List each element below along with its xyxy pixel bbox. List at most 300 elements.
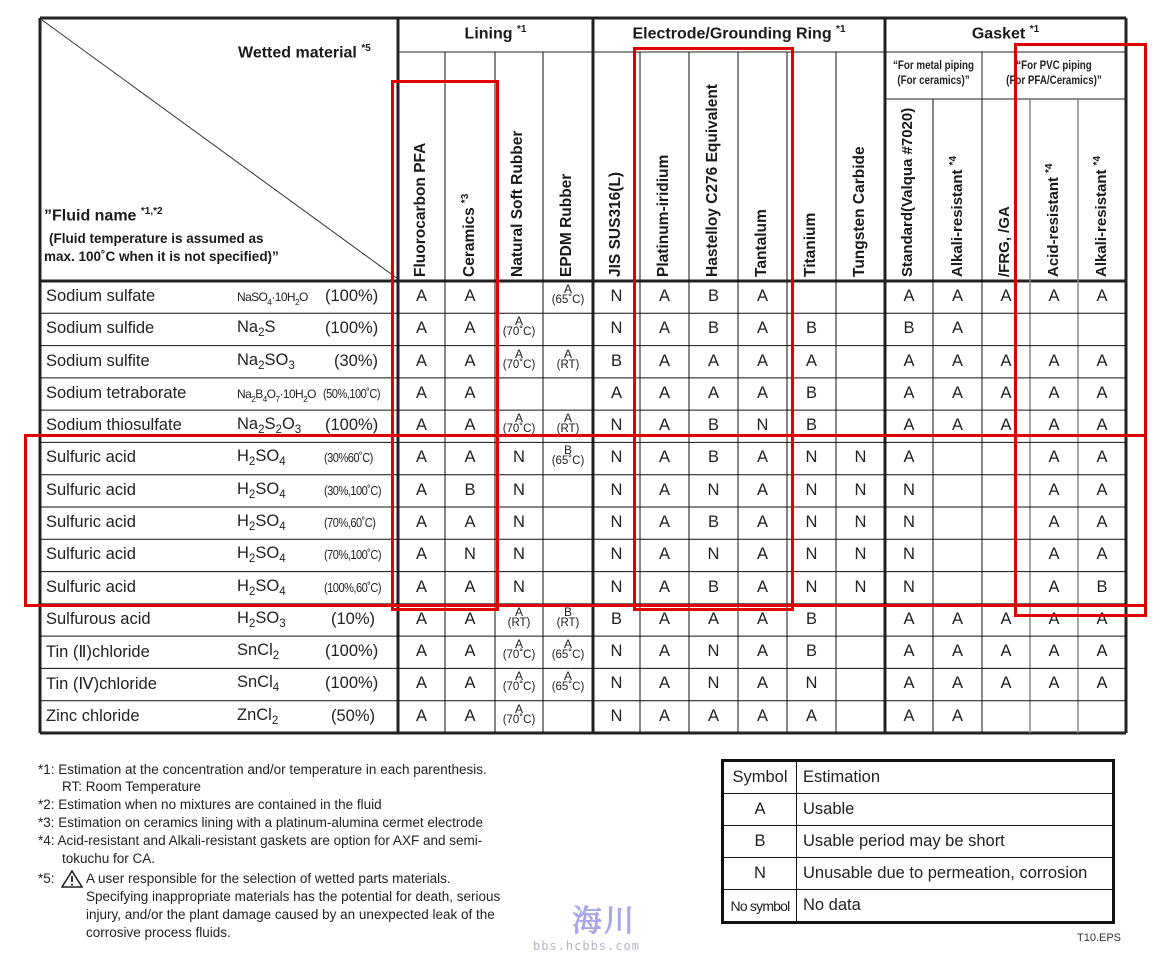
rating-value: A	[514, 314, 523, 329]
rating-cell: A	[1096, 609, 1108, 628]
fluid-formula: $NaSO_4\cdot 10H_2O$	[237, 290, 308, 307]
legend-row	[723, 826, 1114, 858]
rating-cell: N	[805, 448, 818, 467]
fluid-name: Sulfuric acid	[46, 448, 136, 467]
legend-row	[723, 794, 1114, 826]
rating-cell: A	[756, 577, 768, 596]
fluid-name: Sulfuric acid	[46, 545, 136, 564]
rating-cell: B	[707, 416, 719, 435]
rating-cell: A	[658, 448, 670, 467]
rating-cell: N	[854, 577, 867, 596]
rating-cell: N	[903, 545, 915, 564]
rating-cell: A	[756, 480, 768, 499]
rating-cell: A	[1096, 351, 1108, 370]
fluid-concentration: (100%,60˚C)	[324, 579, 382, 595]
legend-symbol: N	[723, 858, 797, 890]
rating-condition: (RT)	[556, 423, 580, 436]
rating-cell: A	[658, 319, 670, 338]
figure-id: T10.EPS	[1077, 932, 1122, 944]
rating-cell: A	[1096, 416, 1108, 435]
rating-cell: A	[658, 706, 670, 725]
rating-cell: A	[1000, 609, 1012, 628]
rating-cell: N	[854, 448, 867, 467]
fluid-formula: $Na_2S$	[237, 318, 276, 340]
rating-cell: A	[658, 642, 670, 661]
rating-cell: N	[854, 480, 867, 499]
fluid-temp-note-2: max. 100˚C when it is not specified)”	[44, 249, 279, 264]
group-electrode-label: Electrode/Grounding Ring	[632, 25, 832, 43]
column-header-label: Fluorocarbon PFA	[411, 142, 429, 277]
rating-cell: A	[903, 448, 915, 467]
rating-cell: A	[805, 706, 817, 725]
rating-cell: A	[415, 416, 427, 435]
rating-condition: (70˚C)	[502, 713, 536, 726]
wetted-material-sup: *5	[361, 43, 371, 54]
group-lining-sup: *1	[516, 24, 527, 35]
rating-cell: A	[658, 545, 670, 564]
rating-cell: A	[1048, 448, 1060, 467]
rating-cell: N	[610, 416, 623, 435]
legend-header-symbol: Symbol	[723, 761, 797, 794]
rating-cell: N	[513, 448, 525, 467]
warning-triangle-icon	[61, 870, 83, 888]
rating-cell: A	[1048, 383, 1060, 402]
rating-cell: B	[707, 577, 719, 596]
rating-cell: A	[1096, 545, 1108, 564]
column-header	[607, 172, 625, 277]
rating-cell: B	[1096, 577, 1108, 596]
watermark-cjk: 海川	[572, 905, 636, 938]
rating-cell: A	[756, 448, 768, 467]
rating-cell: A	[951, 609, 963, 628]
rating-cell: A	[1096, 480, 1108, 499]
column-header-label: Alkali-resistant	[948, 169, 966, 277]
rating-cell: A	[1048, 416, 1060, 435]
rating-cell	[495, 671, 543, 693]
footnote-5-line3: injury, and/or the plant damage caused by an unexpected leak of the	[86, 907, 495, 922]
footnote-2: *2: Estimation when no mixtures are contained in the fluid	[38, 797, 382, 812]
rating-cell: B	[805, 416, 817, 435]
fluid-formula: $Na_2SO_3$	[237, 350, 295, 372]
footnote-1-rt: RT: Room Temperature	[62, 779, 202, 794]
rating-cell: A	[707, 609, 719, 628]
legend-header-estimation: Estimation	[797, 761, 1114, 794]
column-header	[948, 156, 966, 277]
rating-cell: B	[610, 609, 622, 628]
footnote-3: *3: Estimation on ceramics lining with a platinum-alumina cermet electrode	[38, 815, 483, 830]
rating-cell: A	[415, 706, 427, 725]
gasket-subgroup-metal	[892, 59, 974, 89]
rating-cell: A	[415, 674, 427, 693]
fluid-name-text: ”Fluid name	[44, 207, 137, 225]
fluid-name-sup: *1,*2	[140, 206, 163, 217]
footnote-5-line4: corrosive process fluids.	[86, 925, 231, 940]
rating-cell: B	[707, 513, 719, 531]
column-header	[655, 155, 673, 277]
column-header-sup: *3	[460, 193, 471, 204]
rating-cell: B	[805, 383, 817, 402]
rating-cell: A	[415, 609, 427, 628]
rating-cell: A	[464, 513, 476, 531]
legend-estimation: Usable	[797, 794, 1114, 826]
rating-cell: A	[903, 609, 915, 628]
fluid-formula: $Na_2S_2O_3$	[237, 415, 302, 437]
rating-cell: A	[658, 577, 670, 596]
rating-cell: N	[707, 642, 720, 661]
rating-cell: A	[756, 609, 768, 628]
fluid-concentration: (30%,100˚C)	[324, 482, 382, 498]
rating-cell: A	[903, 706, 915, 725]
fluid-name: Sulfuric acid	[46, 480, 136, 499]
rating-cell: A	[903, 351, 915, 370]
rating-cell: N	[513, 480, 525, 499]
legend-row	[723, 858, 1114, 890]
rating-cell: A	[415, 287, 427, 305]
gasket-metal-line1: “For metal piping	[893, 60, 974, 72]
fluid-concentration: (100%)	[325, 674, 379, 693]
legend-header-row	[723, 761, 1114, 794]
rating-cell: N	[610, 674, 623, 693]
legend-symbol: B	[723, 826, 797, 858]
rating-value: A	[563, 411, 572, 426]
column-header-sup: *4	[947, 156, 959, 166]
fluid-concentration: (50%,100˚C)	[323, 385, 381, 401]
rating-condition: (65˚C)	[551, 681, 585, 694]
rating-cell: A	[415, 545, 427, 564]
rating-cell: N	[610, 513, 623, 531]
rating-cell: A	[707, 383, 719, 402]
column-header	[704, 84, 722, 277]
rating-cell: A	[415, 448, 427, 467]
rating-cell: A	[756, 706, 768, 725]
rating-cell: A	[1000, 383, 1012, 402]
rating-condition: (70˚C)	[502, 681, 536, 694]
column-header	[899, 108, 916, 277]
fluid-name: Tin (Ⅳ)chloride	[46, 675, 157, 694]
rating-cell: A	[1000, 287, 1012, 305]
rating-cell	[495, 346, 543, 371]
fluid-name: Sulfuric acid	[46, 577, 136, 596]
rating-cell: A	[464, 609, 476, 628]
legend-estimation: Usable period may be short	[797, 826, 1114, 858]
legend-estimation: Unusable due to permeation, corrosion	[797, 858, 1114, 890]
rating-cell: N	[513, 545, 525, 564]
fluid-name: Zinc chloride	[46, 706, 140, 725]
fluid-concentration: (100%)	[325, 319, 379, 338]
footnote-1: *1: Estimation at the concentration and/or temperature in each parenthesis.	[38, 762, 487, 777]
group-gasket-sup: *1	[1029, 24, 1040, 35]
fluid-formula: $H_2SO_4$	[237, 512, 286, 533]
column-header-sup: *4	[1092, 156, 1103, 166]
rating-cell: A	[464, 642, 476, 661]
rating-cell: A	[756, 383, 768, 402]
gasket-pvc-line1: “For PVC piping	[1016, 60, 1092, 72]
legend-symbol: A	[723, 794, 797, 826]
rating-cell: A	[1048, 609, 1060, 628]
rating-cell: N	[610, 642, 623, 661]
rating-cell: A	[415, 642, 427, 661]
rating-cell: A	[951, 674, 963, 693]
rating-value: A	[514, 637, 523, 652]
rating-condition: (RT)	[556, 358, 580, 371]
rating-value: A	[514, 346, 523, 361]
column-header-label: Acid-resistant	[1045, 176, 1062, 277]
rating-cell: A	[415, 351, 427, 370]
fluid-formula: $H_2SO_4$	[237, 544, 286, 566]
fluid-formula: SnCl$_4$	[237, 673, 280, 695]
column-header-label: EPDM Rubber	[558, 173, 575, 277]
rating-value: A	[563, 282, 572, 296]
rating-cell: N	[756, 416, 769, 435]
rating-cell: N	[805, 480, 818, 499]
rating-value: B	[563, 443, 572, 458]
fluid-concentration: (70%,100˚C)	[324, 547, 382, 563]
rating-value: A	[563, 669, 572, 684]
rating-cell: A	[464, 287, 476, 305]
fluid-formula: $Na_2B_4O_7\cdot 10H_2O$	[237, 386, 316, 404]
rating-cell: A	[1048, 545, 1060, 564]
footnote-4-cont: tokuchu for CA.	[62, 851, 156, 866]
rating-cell: A	[1000, 674, 1012, 693]
fluid-concentration: (30%)	[334, 351, 379, 370]
fluid-name-label	[44, 206, 163, 225]
column-header	[558, 174, 576, 277]
rating-cell: B	[805, 642, 817, 661]
rating-condition: (65˚C)	[551, 649, 585, 662]
footnote-5-label: *5:	[38, 871, 55, 886]
fluid-temp-note-1: (Fluid temperature is assumed as	[49, 231, 264, 246]
rating-cell	[543, 284, 593, 306]
rating-cell: A	[951, 642, 963, 661]
rating-cell: B	[805, 319, 817, 338]
group-lining-label: Lining	[464, 25, 513, 43]
column-header	[412, 143, 430, 277]
rating-cell: A	[1048, 287, 1060, 305]
fluid-name: Sulfurous acid	[46, 609, 151, 628]
footnote-5-line2: Specifying inappropriate materials has the potential for death, serious	[86, 889, 501, 904]
rating-cell: A	[658, 674, 670, 693]
group-gasket-label: Gasket	[971, 25, 1026, 43]
rating-cell: N	[903, 480, 915, 499]
rating-cell: N	[854, 513, 867, 531]
rating-cell: A	[464, 351, 476, 370]
column-header	[1044, 164, 1062, 277]
rating-cell: B	[610, 351, 622, 370]
footnote-5-line1: A user responsible for the selection of wetted parts materials.	[86, 871, 451, 886]
fluid-formula: SnCl$_2$	[237, 641, 280, 663]
rating-condition: (70˚C)	[502, 649, 536, 662]
rating-cell: A	[658, 287, 670, 305]
rating-cell: A	[1096, 674, 1108, 693]
rating-cell: A	[464, 319, 476, 338]
group-header-gasket	[885, 24, 1126, 43]
fluid-concentration: (30%60˚C)	[324, 450, 373, 466]
column-header	[802, 213, 820, 277]
watermark-url: bbs.hcbbs.com	[533, 939, 640, 953]
rating-cell: A	[756, 545, 768, 564]
rating-cell: N	[610, 448, 623, 467]
rating-cell: N	[610, 287, 623, 305]
rating-value: A	[563, 346, 572, 361]
rating-cell: A	[1048, 513, 1060, 531]
wetted-material-label	[238, 43, 371, 62]
column-header-label: Alkali-resistant	[1093, 169, 1110, 277]
rating-cell: B	[707, 319, 719, 338]
rating-cell: A	[464, 383, 476, 402]
fluid-name: Sodium sulfite	[46, 351, 150, 370]
rating-value: A	[514, 604, 523, 619]
rating-cell: A	[1048, 480, 1060, 499]
rating-cell: A	[415, 577, 427, 596]
rating-cell: A	[464, 577, 476, 596]
rating-cell: A	[756, 319, 768, 338]
rating-condition: (70˚C)	[502, 358, 536, 371]
fluid-formula: $H_2SO_4$	[237, 447, 286, 469]
column-header	[996, 206, 1013, 277]
rating-cell: A	[1048, 642, 1060, 661]
rating-cell: B	[707, 287, 719, 305]
rating-cell: A	[1096, 287, 1108, 305]
rating-cell: A	[658, 416, 670, 435]
fluid-name: Sodium thiosulfate	[46, 416, 182, 435]
rating-cell: N	[610, 319, 623, 338]
fluid-name: Sodium sulfate	[46, 287, 156, 305]
column-header	[851, 146, 869, 277]
fluid-name: Tin (Ⅱ)chloride	[46, 643, 150, 662]
rating-cell: N	[805, 674, 818, 693]
rating-cell	[495, 604, 543, 629]
legend-table	[721, 759, 1115, 924]
rating-cell: N	[464, 545, 476, 564]
column-header-label: Tungsten Carbide	[850, 146, 868, 277]
rating-cell: N	[854, 545, 867, 564]
rating-cell: B	[805, 609, 817, 628]
legend-estimation: No data	[797, 890, 1114, 923]
rating-cell	[495, 413, 543, 435]
legend-symbol: No symbol	[723, 890, 797, 923]
rating-cell: A	[1000, 351, 1012, 370]
rating-condition: (65˚C)	[551, 294, 585, 306]
rating-cell: A	[1048, 577, 1060, 596]
fluid-formula: ZnCl$_2$	[237, 705, 279, 727]
rating-cell: A	[756, 287, 768, 305]
rating-cell: A	[658, 609, 670, 628]
fluid-concentration: (10%)	[331, 609, 376, 628]
rating-cell: A	[756, 513, 768, 531]
fluid-formula: $H_2SO_4$	[237, 576, 286, 598]
rating-condition: (RT)	[507, 616, 531, 629]
rating-cell: A	[951, 706, 963, 725]
column-header	[1092, 156, 1110, 277]
rating-cell: A	[1000, 642, 1012, 661]
rating-cell: A	[658, 480, 670, 499]
rating-cell: A	[707, 351, 719, 370]
rating-cell: A	[756, 642, 768, 661]
rating-cell: N	[805, 577, 818, 596]
rating-cell: A	[464, 674, 476, 693]
rating-cell: A	[756, 674, 768, 693]
rating-cell: A	[1096, 383, 1108, 402]
rating-cell: A	[903, 287, 915, 305]
column-header	[509, 131, 527, 277]
column-header-label: JIS SUS316(L)	[606, 171, 624, 277]
group-header-electrode	[593, 24, 885, 43]
rating-cell: N	[707, 545, 720, 564]
gasket-pvc-line2: (For PFA/Ceramics)”	[1006, 75, 1102, 87]
fluid-formula: $H_2SO_4$	[237, 479, 286, 501]
rating-cell: A	[415, 383, 427, 402]
rating-cell: A	[903, 674, 915, 693]
rating-value: A	[514, 669, 523, 684]
fluid-name: Sodium sulfide	[46, 319, 155, 338]
column-header	[753, 209, 771, 277]
rating-cell	[495, 701, 543, 726]
rating-cell: N	[805, 513, 818, 531]
rating-cell: A	[1048, 351, 1060, 370]
rating-cell	[495, 639, 543, 661]
rating-cell: A	[951, 351, 963, 370]
rating-condition: (65˚C)	[551, 455, 585, 468]
rating-cell: A	[756, 351, 768, 370]
rating-cell: A	[1096, 448, 1108, 467]
rating-cell: A	[415, 513, 427, 531]
column-header-label: Natural Soft Rubber	[509, 130, 526, 277]
rating-cell: A	[951, 416, 963, 435]
rating-cell: A	[707, 706, 719, 725]
rating-condition: (RT)	[556, 616, 580, 629]
fluid-name: Sodium tetraborate	[46, 383, 187, 402]
rating-cell	[495, 316, 543, 338]
column-header-sup: *4	[1044, 163, 1055, 173]
group-header-lining	[398, 24, 593, 43]
gasket-subgroup-pvc	[993, 59, 1115, 89]
rating-cell: A	[903, 383, 915, 402]
rating-cell: A	[951, 319, 963, 338]
fluid-concentration: (100%)	[325, 642, 379, 661]
rating-cell: A	[464, 416, 476, 435]
rating-value: A	[514, 411, 523, 426]
rating-value: A	[514, 701, 523, 716]
fluid-concentration: (70%,60˚C)	[324, 515, 376, 530]
rating-cell: A	[1048, 674, 1060, 693]
rating-cell: N	[707, 674, 720, 693]
column-header-label: Titanium	[801, 212, 819, 277]
fluid-name: Sulfuric acid	[46, 513, 136, 531]
column-header-label: Tantalum	[752, 209, 770, 277]
rating-cell	[543, 346, 593, 371]
column-header-label: Ceramics	[461, 207, 479, 277]
rating-cell: A	[464, 706, 476, 725]
rating-condition: (70˚C)	[502, 423, 536, 436]
rating-cell: N	[707, 480, 720, 499]
rating-cell: N	[610, 480, 623, 499]
rating-value: A	[563, 637, 572, 652]
rating-cell: A	[658, 383, 670, 402]
rating-cell: A	[658, 513, 670, 531]
rating-cell: N	[610, 577, 623, 596]
wetted-material-text: Wetted material	[238, 44, 357, 62]
rating-value: B	[563, 604, 572, 619]
rating-cell: A	[658, 351, 670, 370]
column-header	[460, 194, 479, 277]
group-electrode-sup: *1	[836, 24, 846, 35]
rating-cell: A	[1000, 416, 1012, 435]
column-header-label: Platinum-iridium	[654, 154, 672, 277]
rating-cell: N	[610, 545, 623, 564]
rating-cell	[543, 604, 593, 629]
rating-cell: A	[951, 383, 963, 402]
fluid-concentration: (100%)	[325, 416, 379, 435]
